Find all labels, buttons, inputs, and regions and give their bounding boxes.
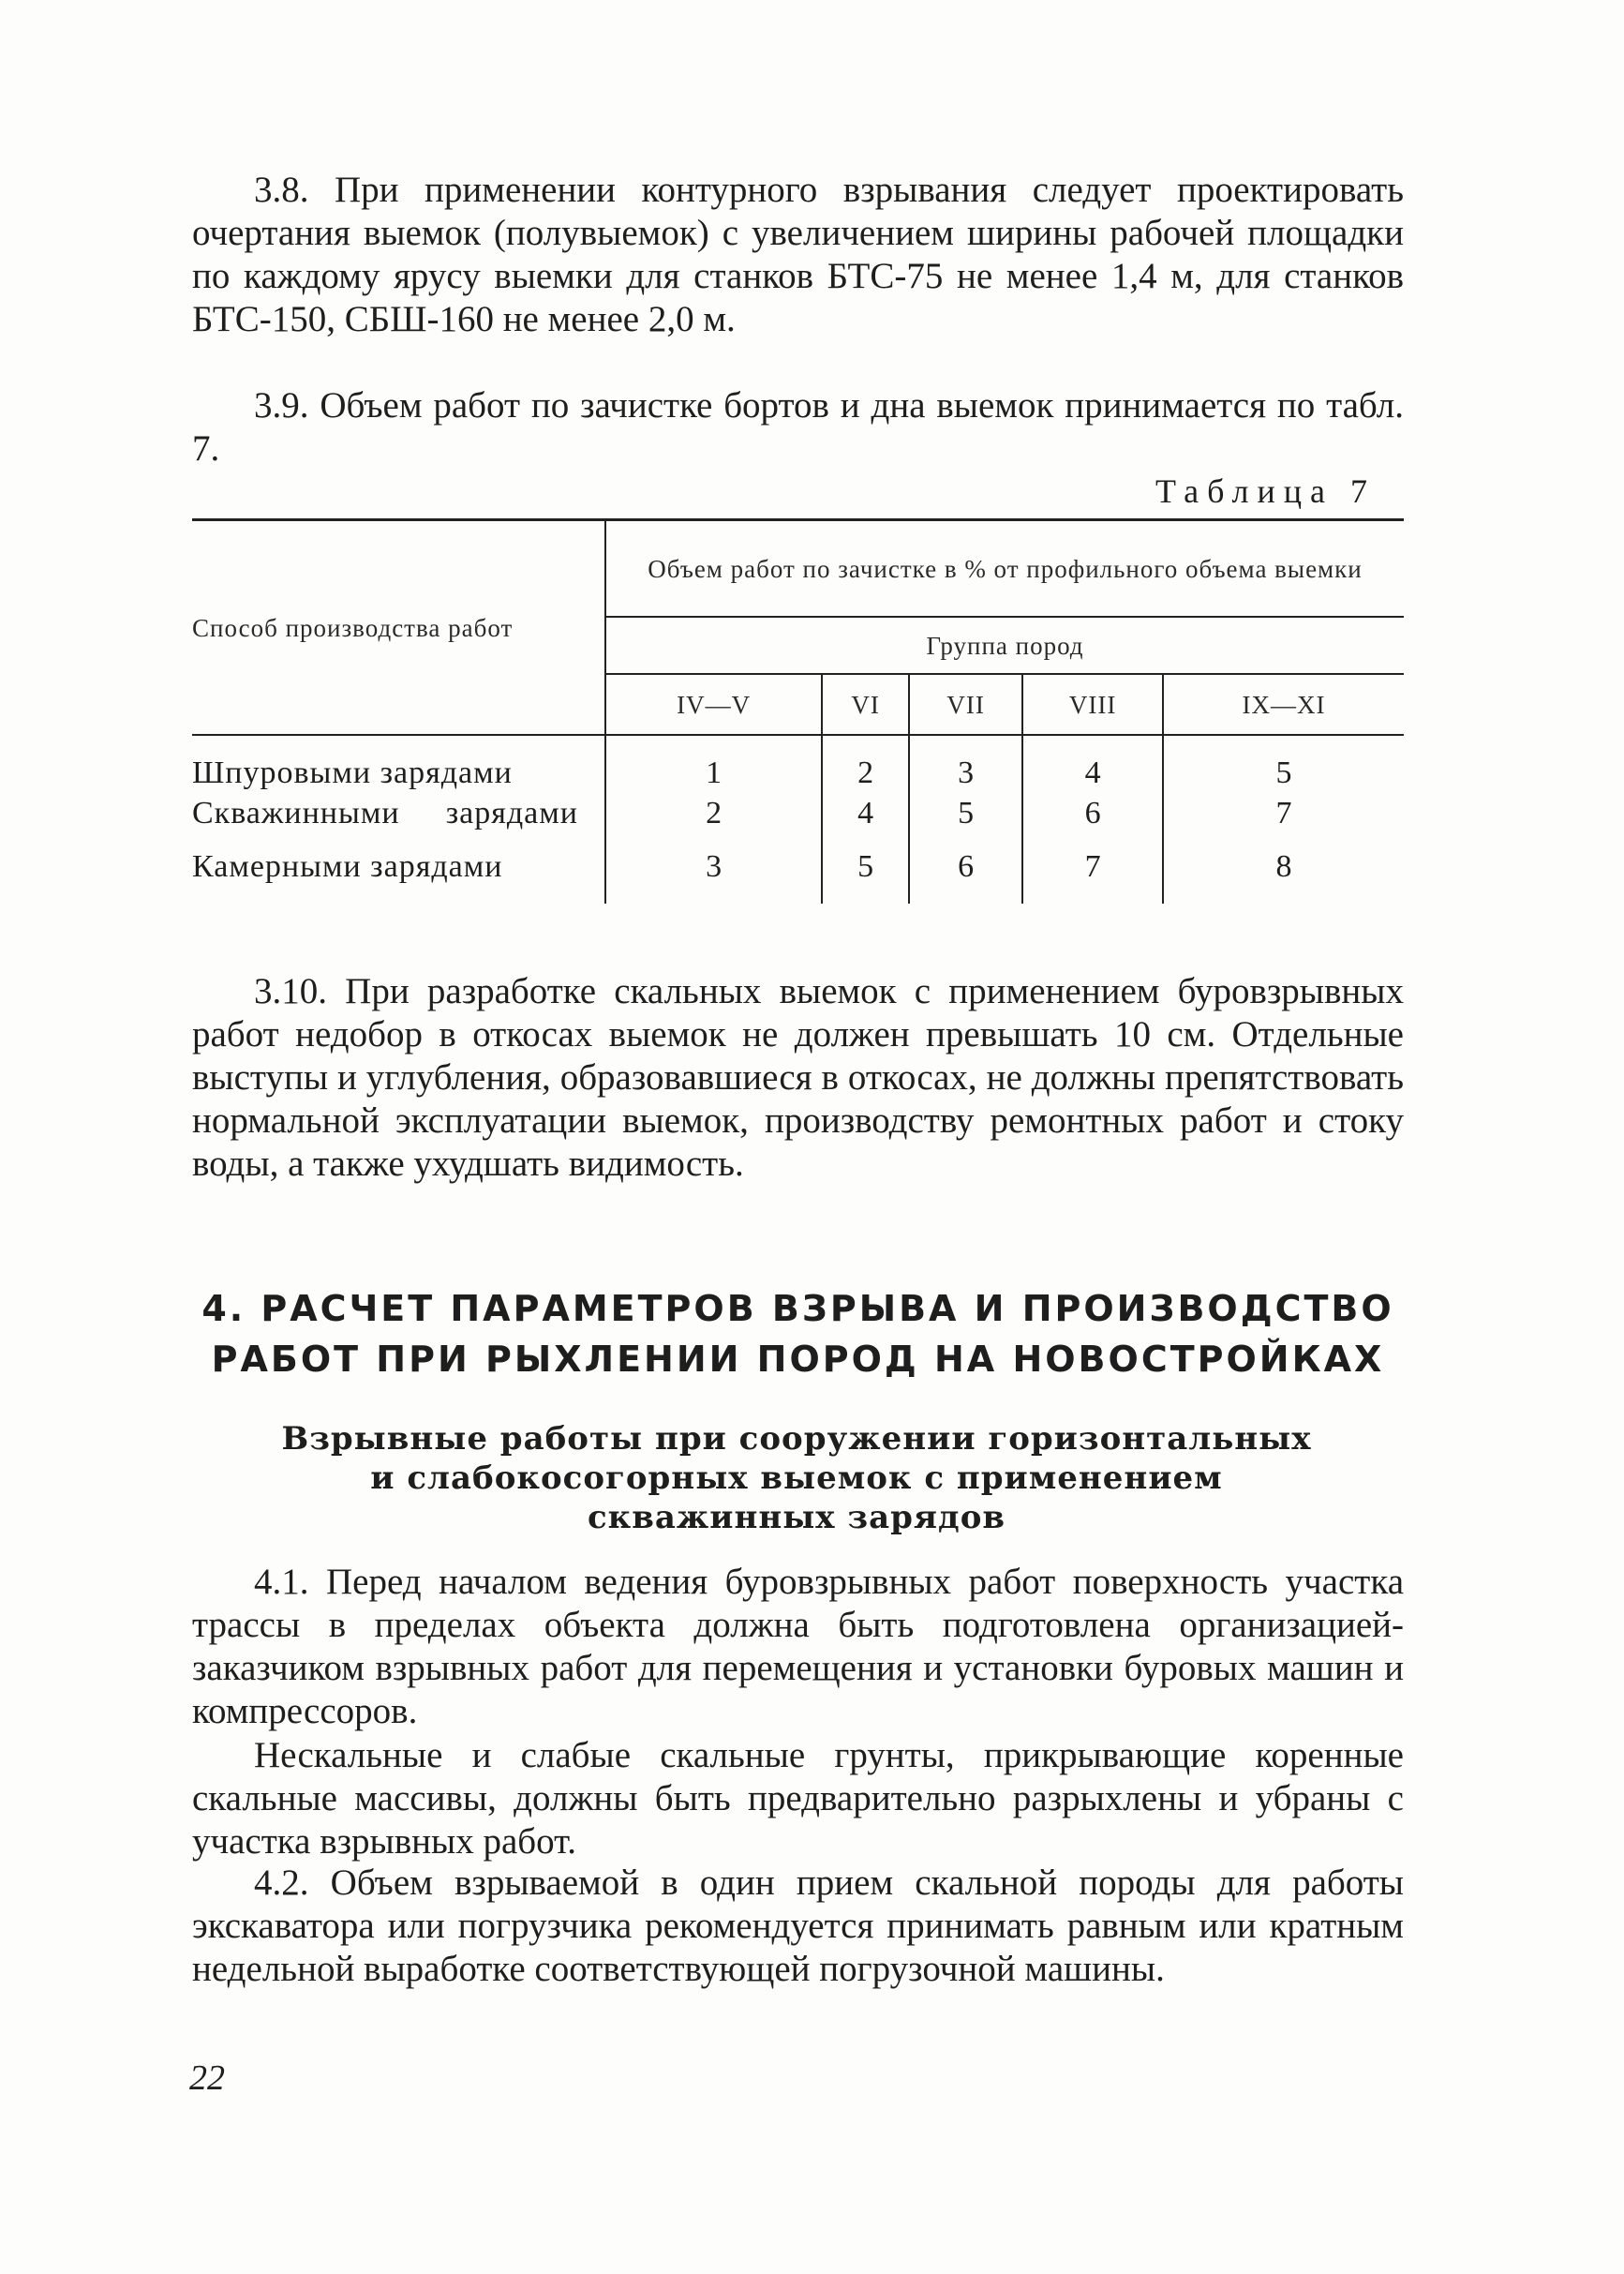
cell-value: 1: [605, 735, 822, 793]
subsection-title: Взрывные работы при сооружении горизонтальных и слабокосогорных выемок с применением скважинных зарядов: [281, 1420, 1312, 1536]
row-method: Камерными зарядами: [192, 833, 605, 904]
table-row: [192, 793, 1404, 833]
section-title: 4. РАСЧЕТ ПАРАМЕТРОВ ВЗРЫВА И ПРОИЗВОДСТВО РАБОТ ПРИ РЫХЛЕНИИ ПОРОД НА НОВОСТРОЙКАХ: [201, 1288, 1394, 1380]
cell-value: 2: [605, 793, 822, 833]
paragraph-3-9: 3.9. Объем работ по зачистке бортов и дна выемок принимается по табл. 7.: [192, 385, 1404, 469]
cell-value: 6: [1022, 793, 1163, 833]
column-header: VII: [909, 674, 1022, 735]
row-method: Шпуровыми зарядами: [192, 735, 605, 793]
table-row: [192, 735, 1404, 793]
column-header: VIII: [1022, 674, 1163, 735]
cell-value: 3: [605, 833, 822, 904]
cell-value: 5: [909, 793, 1022, 833]
cell-value: 6: [909, 833, 1022, 904]
column-header: VI: [822, 674, 909, 735]
row-method: Скважинными зарядами: [192, 793, 605, 833]
header-rock-group: Группа пород: [605, 617, 1404, 674]
cell-value: 7: [1275, 796, 1292, 830]
header-method: Способ производства работ: [192, 520, 605, 736]
cell-value: 2: [822, 735, 909, 793]
paragraph-3-8: 3.8. При применении контурного взрывания следует проектировать очертания выемок (полувыемок) с увеличением ширины рабочей площадки по каждому ярусу выемки для станков БТС-75 не менее 1,4 м, для станков БТС-150, СБШ-160 не менее 2,0 м.: [192, 170, 1404, 339]
paragraph-4-1: 4.1. Перед началом ведения буровзрывных работ поверхность участка трассы в пределах объекта должна быть подготовлена организацией-заказчиком взрывных работ для перемещения и установки буровых машин и компрессоров.: [192, 1562, 1404, 1731]
table-7: [192, 518, 1404, 904]
paragraph-3-10: 3.10. При разработке скальных выемок с применением буровзрывных работ недобор в откосах выемок не должен превышать 10 см. Отдельные выступы и углубления, образовавшиеся в откосах, не должны препятствовать нормальной эксплуатации выемок, производству ремонтных работ и стоку воды, а также ухудшать видимость.: [192, 971, 1404, 1184]
header-volume: Объем работ по зачистке в % от профильного объема выемки: [605, 520, 1404, 618]
paragraph-4-1-continued: Нескальные и слабые скальные грунты, прикрывающие коренные скальные массивы, должны быть предварительно разрыхлены и убраны с участка взрывных работ.: [192, 1735, 1404, 1862]
table-row: [192, 833, 1404, 904]
column-header: IX—XI: [1163, 674, 1404, 735]
cell-value: 7: [1022, 833, 1163, 904]
table-caption: Таблица 7: [1155, 472, 1376, 510]
cell-value: 4: [1022, 735, 1163, 793]
cell-value: 3: [909, 735, 1022, 793]
page-number: 22: [189, 2058, 225, 2098]
column-header: IV—V: [605, 674, 822, 735]
cell-value: 5: [822, 833, 909, 904]
cell-value: 4: [822, 793, 909, 833]
paragraph-4-2: 4.2. Объем взрываемой в один прием скальной породы для работы экскаватора или погрузчика рекомендуется принимать равным или кратным недельной выработке соответствующей погрузочной машины.: [192, 1863, 1404, 1989]
cell-value: 8: [1275, 849, 1292, 884]
cell-value: 5: [1275, 756, 1292, 790]
